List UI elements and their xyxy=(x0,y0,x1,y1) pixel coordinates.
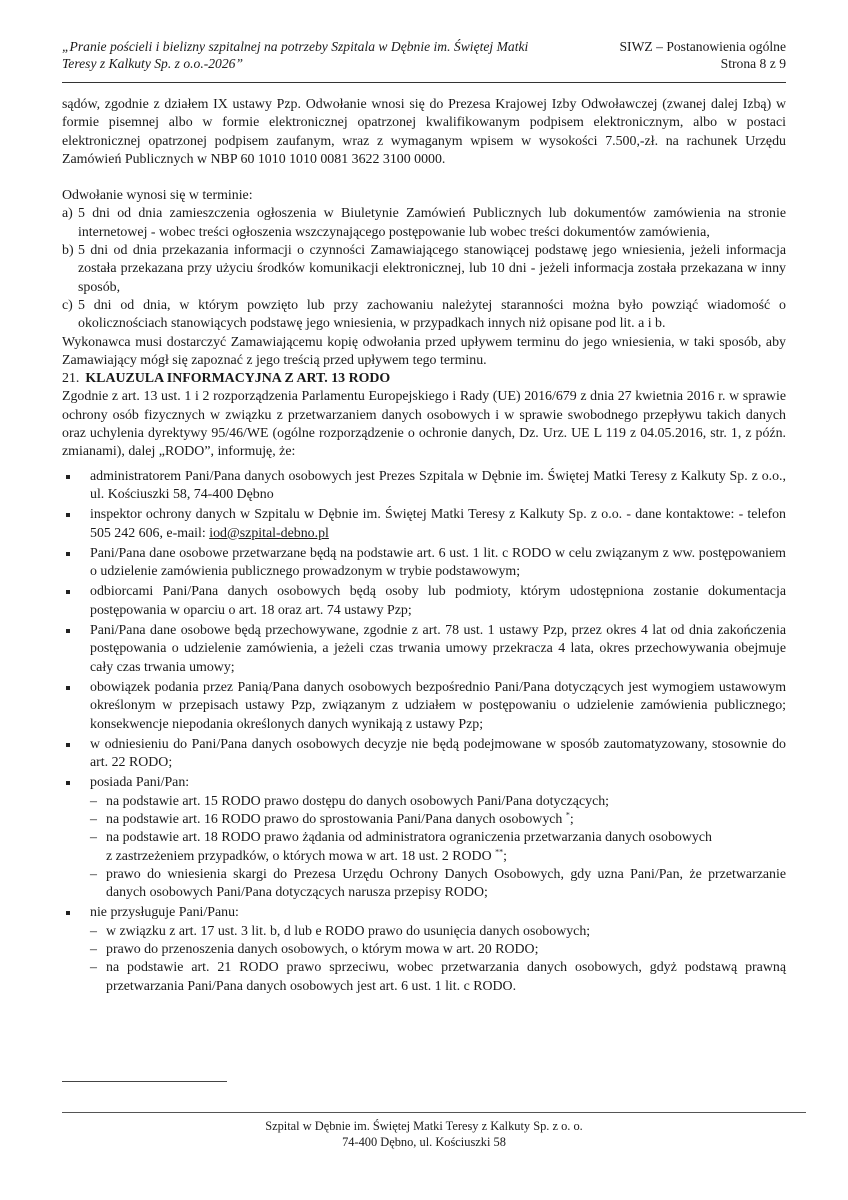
page-number: Strona 8 z 9 xyxy=(720,56,786,71)
bullet-icon xyxy=(66,590,70,594)
sub-list-item-text: na podstawie art. 18 RODO prawo żądania od administratora ograniczenia przetwarzania danych osobowych xyxy=(106,830,712,846)
bullet-icon xyxy=(66,911,70,915)
list-item xyxy=(62,679,786,734)
sub-list-item-text: na podstawie art. 16 RODO prawo do sprostowania Pani/Pana danych osobowych xyxy=(106,811,566,827)
footnote-marker: * xyxy=(565,810,570,820)
list-item xyxy=(62,545,786,582)
sub-list-item xyxy=(90,959,786,996)
deadline-item-label: b) xyxy=(62,243,74,259)
deadline-item-label: a) xyxy=(62,206,73,222)
list-item-text: administratorem Pani/Pana danych osobowych jest Prezes Szpitala w Dębnie im. Świętej Matki Teresy z Kalkuty Sp. z o.o., ul. Kościuszki 58, 74-400 Dębno xyxy=(90,468,786,502)
deadline-intro: Odwołanie wynosi się w terminie: xyxy=(62,188,253,204)
sub-list-item xyxy=(90,923,786,941)
list-item xyxy=(62,583,786,620)
deadline-item-a xyxy=(62,205,786,242)
page-content xyxy=(62,96,786,998)
intro-paragraph: sądów, zgodnie z działem IX ustawy Pzp. Odwołanie wnosi się do Prezesa Krajowej Izby Odwoławczej (zwanej dalej Izbą) w formie pisemnej albo w formie elektronicznej opatrzonej kwalifikowanym podpisem elektronicznym, albo w postaci elektronicznej opatrzonej podpisem zaufanym, wraz z wymaganym wpisem w wysokości 7.500,-zł. na rachunek Urzędu Zamówień Publicznych w NBP 60 1010 1010 0081 3622 3100 0000. xyxy=(62,97,786,167)
email-link[interactable]: iod@szpital-debno.pl xyxy=(209,525,329,541)
punctuation: ; xyxy=(569,811,574,827)
dash-icon: – xyxy=(90,942,97,958)
footer-divider xyxy=(62,1112,806,1113)
sub-list-item-text: w związku z art. 17 ust. 3 lit. b, d lub e RODO prawo do usunięcia danych osobowych; xyxy=(106,923,591,939)
section-title: KLAUZULA INFORMACYJNA Z ART. 13 RODO xyxy=(85,371,391,387)
sub-list-item xyxy=(90,866,786,903)
sub-list-item-text: prawo do wniesienia skargi do Prezesa Urzędu Ochrony Danych Osobowych, gdy uzna Pani/Pan, że przetwarzanie danych osobowych Pani/Pana dotyczących narusza przepisy RODO; xyxy=(106,866,786,901)
list-item xyxy=(62,468,786,505)
list-item xyxy=(62,736,786,773)
list-item-text: inspektor ochrony danych w Szpitalu w Dębnie im. Świętej Matki Teresy z Kalkuty Sp. z o.o. - dane kontaktowe: - telefon 505 242 606, e-mail: xyxy=(90,507,786,541)
section-intro: Zgodnie z art. 13 ust. 1 i 2 rozporządzenia Parlamentu Europejskiego i Rady (UE) 2016/679 z dnia 27 kwietnia 2016 r. w sprawie ochrony osób fizycznych w związku z przetwarzaniem danych osobowych i w sprawie swobodnego przepływu takich danych oraz uchylenia dyrektywy 95/46/WE (ogólne rozporządzenie o ochronie danych, Dz. Urz. UE L 119 z 04.05.2016, str. 1, z późn. zmianami), dalej „RODO”, informuję, że: xyxy=(62,389,786,460)
page-header xyxy=(62,38,786,83)
list-item-text: obowiązek podania przez Panią/Pana danych osobowych bezpośrednio Pani/Pana dotyczących jest wymogiem ustawowym określonym w przepisach ustawy Pzp, związanym z udziałem w postępowaniu o udzielenie zamówienia publicznego; konsekwencje niepodania określonych danych wynikają z ustawy Pzp; xyxy=(90,679,786,732)
bullet-icon xyxy=(66,475,70,479)
rights-not-list xyxy=(90,923,786,996)
footnote-marker: ** xyxy=(495,846,504,856)
list-item-text: Pani/Pana dane osobowe przetwarzane będą na podstawie art. 6 ust. 1 lit. c RODO w celu związanym z ww. postępowaniem o udzielenie zamówienia publicznego prowadzonym w trybie podstawowym; xyxy=(90,545,786,580)
deadline-item-text: 5 dni od dnia przekazania informacji o czynności Zamawiającego stanowiącej podstawę jego wniesienia, jeżeli informacja została przekazana przy użyciu środków komunikacji elektronicznej, lub 10 dni - jeżeli informacja została przekazana w inny sposób, xyxy=(78,243,786,295)
list-item-rights-not xyxy=(62,904,786,995)
list-item-rights-has xyxy=(62,774,786,902)
header-title-line1: „Pranie pościeli i bielizny szpitalnej na potrzeby Szpitala w Dębnie im. Świętej Matki xyxy=(62,39,529,54)
footnote-separator xyxy=(62,1081,227,1082)
punctuation: ; xyxy=(503,848,507,864)
list-item-text: Pani/Pana dane osobowe będą przechowywane, zgodnie z art. 78 ust. 1 ustawy Pzp, przez okres 4 lat od dnia zakończenia postępowania o udzielenie zamówienia, a jeżeli czas trwania umowy przekracza 4 lata, okres przechowywania obejmuje cały czas trwania umowy; xyxy=(90,623,786,675)
page-footer xyxy=(0,1118,848,1150)
dash-icon: – xyxy=(90,960,97,976)
header-meta xyxy=(620,38,787,72)
list-item xyxy=(62,622,786,677)
list-item-text: posiada Pani/Pan: xyxy=(90,775,190,791)
footer-line2: 74-400 Dębno, ul. Kościuszki 58 xyxy=(342,1135,506,1149)
dash-icon: – xyxy=(90,830,97,846)
bullet-icon xyxy=(66,743,70,747)
deadline-item-text: 5 dni od dnia, w którym powzięto lub przy zachowaniu należytej staranności można było powziąć wiadomość o okolicznościach stanowiących podstawę jego wniesienia, w przypadkach innych niż opisane pod lit. a i b. xyxy=(78,297,786,332)
bullet-icon xyxy=(66,552,70,556)
dash-icon: – xyxy=(90,811,97,827)
header-title-line2: Teresy z Kalkuty Sp. z o.o.-2026” xyxy=(62,56,243,71)
bullet-icon xyxy=(66,513,70,517)
list-item-text: nie przysługuje Pani/Panu: xyxy=(90,905,239,921)
deadline-item-text: 5 dni od dnia zamieszczenia ogłoszenia w Biuletynie Zamówień Publicznych lub dokumentów zamówienia na stronie internetowej - wobec treści ogłoszenia wszczynającego postępowanie lub wobec treści dokumentów zamówienia, xyxy=(78,206,786,240)
rodo-bullet-list xyxy=(62,468,786,996)
deadline-item-label: c) xyxy=(62,297,73,313)
dash-icon: – xyxy=(90,866,97,882)
sub-list-item-text: prawo do przenoszenia danych osobowych, o którym mowa w art. 20 RODO; xyxy=(106,942,539,958)
sub-list-item xyxy=(90,811,786,829)
dash-icon: – xyxy=(90,923,97,939)
deadline-item-b xyxy=(62,242,786,297)
dash-icon: – xyxy=(90,793,97,809)
list-item xyxy=(62,506,786,543)
bullet-icon xyxy=(66,781,70,785)
sub-list-item-text: na podstawie art. 15 RODO prawo dostępu do danych osobowych Pani/Pana dotyczących; xyxy=(106,793,610,809)
bullet-icon xyxy=(66,686,70,690)
list-item-text: odbiorcami Pani/Pana danych osobowych będą osoby lub podmioty, którym udostępniona zostanie dokumentacja postępowania w oparciu o art. 18 oraz art. 74 ustawy Pzp; xyxy=(90,584,786,618)
header-title xyxy=(62,38,582,72)
sub-list-item xyxy=(90,829,786,866)
deadline-closing: Wykonawca musi dostarczyć Zamawiającemu kopię odwołania przed upływem terminu do jego wniesienia, w taki sposób, aby Zamawiający mógł się zapoznać z jego treścią przed upływem tego terminu. xyxy=(62,334,786,368)
section-number: 21. xyxy=(62,371,80,387)
deadline-item-c xyxy=(62,297,786,334)
footer-line1: Szpital w Dębnie im. Świętej Matki Teresy z Kalkuty Sp. z o. o. xyxy=(265,1119,583,1133)
bullet-icon xyxy=(66,629,70,633)
sub-list-item xyxy=(90,941,786,959)
header-doc-type: SIWZ – Postanowienia ogólne xyxy=(619,39,786,54)
list-item-text: w odniesieniu do Pani/Pana danych osobowych decyzje nie będą podejmowane w sposób zautomatyzowany, stosownie do art. 22 RODO; xyxy=(90,736,786,771)
sub-list-item xyxy=(90,793,786,811)
sub-list-item-text: na podstawie art. 21 RODO prawo sprzeciwu, wobec przetwarzania danych osobowych, gdyż podstawą prawną przetwarzania Pani/Pana danych osobowych jest art. 6 ust. 1 lit. c RODO. xyxy=(106,960,786,994)
sub-list-item-text: z zastrzeżeniem przypadków, o których mowa w art. 18 ust. 2 RODO xyxy=(106,848,496,864)
rights-has-list xyxy=(90,793,786,903)
section-heading xyxy=(62,370,786,388)
